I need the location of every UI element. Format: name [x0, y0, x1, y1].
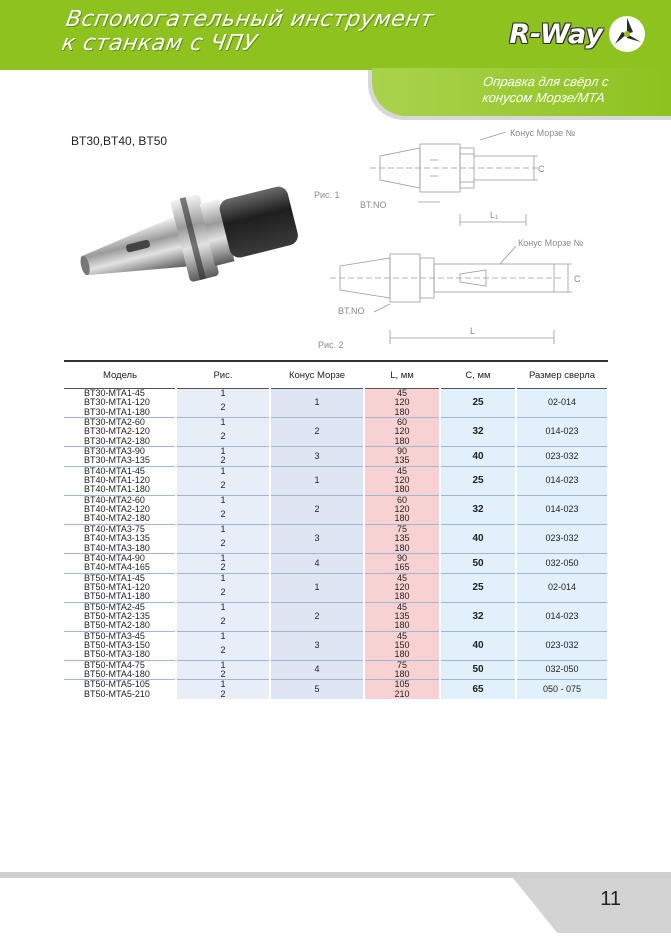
- model-cell: BT50-MTA1-120: [64, 583, 176, 592]
- fig-cell: 2: [176, 641, 270, 660]
- drill-size-cell: 014-023: [516, 495, 608, 524]
- model-cell: BT50-MTA5-105: [64, 680, 176, 690]
- length-cell: 120: [364, 427, 440, 436]
- drill-size-cell: 023-032: [516, 631, 608, 660]
- c-cell: 25: [440, 389, 516, 418]
- length-cell: 60: [364, 418, 440, 428]
- fig-cell: 2: [176, 583, 270, 602]
- drill-size-cell: 02-014: [516, 573, 608, 602]
- length-cell: 45: [364, 466, 440, 476]
- fig-cell: 2: [176, 398, 270, 417]
- model-cell: BT40-MTA1-120: [64, 476, 176, 485]
- model-cell: BT50-MTA3-180: [64, 650, 176, 660]
- length-cell: 105: [364, 680, 440, 690]
- morse-cell: 1: [270, 389, 364, 418]
- fig-cell: 2: [176, 534, 270, 553]
- bt-label-1: BT.NO: [360, 200, 387, 210]
- fig-cell: 1: [176, 466, 270, 476]
- bt-label-2: BT.NO: [338, 306, 365, 316]
- drill-size-cell: 02-014: [516, 389, 608, 418]
- drill-size-cell: 023-032: [516, 524, 608, 553]
- model-cell: BT30-MTA2-60: [64, 418, 176, 428]
- fig-cell: 1: [176, 680, 270, 690]
- model-cell: BT30-MTA3-135: [64, 456, 176, 466]
- model-cell: BT30-MTA1-45: [64, 389, 176, 399]
- model-cell: BT50-MTA1-45: [64, 573, 176, 583]
- subtitle: [479, 74, 609, 106]
- fig-cell: 2: [176, 690, 270, 699]
- subtitle-line1: Оправка для свёрл с: [481, 74, 610, 89]
- length-cell: 180: [364, 544, 440, 554]
- fig-cell: 1: [176, 573, 270, 583]
- length-cell: 90: [364, 447, 440, 457]
- length-cell: 75: [364, 660, 440, 670]
- subtitle-tab: [372, 68, 671, 116]
- shuriken-icon: [607, 14, 647, 54]
- length-cell: 120: [364, 398, 440, 407]
- fig-cell: 1: [176, 524, 270, 534]
- morse-cell: 3: [270, 631, 364, 660]
- model-cell: BT30-MTA1-120: [64, 398, 176, 407]
- model-cell: BT40-MTA2-180: [64, 514, 176, 524]
- length-cell: 45: [364, 631, 440, 641]
- morse-cell: 5: [270, 680, 364, 699]
- length-cell: 180: [364, 650, 440, 660]
- model-cell: BT50-MTA3-45: [64, 631, 176, 641]
- table-body: [64, 389, 608, 700]
- spec-table-wrap: [64, 360, 608, 699]
- drill-size-cell: 014-023: [516, 602, 608, 631]
- model-cell: BT40-MTA1-45: [64, 466, 176, 476]
- model-cell: BT40-MTA3-180: [64, 544, 176, 554]
- spec-table: [64, 360, 609, 699]
- c-cell: 25: [440, 466, 516, 495]
- length-cell: 90: [364, 553, 440, 563]
- l-label: L: [470, 326, 476, 336]
- length-cell: 165: [364, 563, 440, 573]
- model-cell: BT40-MTA1-180: [64, 485, 176, 495]
- model-cell: BT40-MTA3-135: [64, 534, 176, 543]
- c-cell: 50: [440, 553, 516, 573]
- fig-cell: 1: [176, 495, 270, 505]
- morse-cell: 1: [270, 466, 364, 495]
- morse-cell: 2: [270, 418, 364, 447]
- length-cell: 180: [364, 437, 440, 447]
- length-cell: 180: [364, 514, 440, 524]
- c-cell: 40: [440, 524, 516, 553]
- morse-cell: 2: [270, 602, 364, 631]
- tool-holder-photo: [62, 160, 312, 320]
- morse-cell: 2: [270, 495, 364, 524]
- length-cell: 180: [364, 592, 440, 602]
- length-cell: 135: [364, 612, 440, 621]
- drill-size-cell: 050 - 075: [516, 680, 608, 699]
- c-cell: 25: [440, 573, 516, 602]
- model-cell: BT50-MTA5-210: [64, 690, 176, 699]
- length-cell: 135: [364, 534, 440, 543]
- fig-cell: 1: [176, 447, 270, 457]
- brand-logo: [509, 12, 647, 56]
- fig-cell: 2: [176, 476, 270, 495]
- model-cell: BT40-MTA4-90: [64, 553, 176, 563]
- drill-size-cell: 032-050: [516, 660, 608, 680]
- length-cell: 180: [364, 485, 440, 495]
- col-header-model: Модель: [64, 361, 176, 389]
- subtitle-line2: конусом Морзе/МТА: [481, 90, 606, 105]
- model-cell: BT50-MTA2-135: [64, 612, 176, 621]
- length-cell: 75: [364, 524, 440, 534]
- fig-cell: 1: [176, 389, 270, 399]
- c-cell: 40: [440, 447, 516, 467]
- fig-cell: 2: [176, 505, 270, 524]
- model-cell: BT30-MTA2-180: [64, 437, 176, 447]
- header-title-line1: Вспомогательный инструмент: [64, 7, 436, 32]
- c-label-2: C: [574, 274, 581, 284]
- c-cell: 40: [440, 631, 516, 660]
- fig-cell: 1: [176, 602, 270, 612]
- drill-size-cell: 014-023: [516, 466, 608, 495]
- morse-cell: 3: [270, 447, 364, 467]
- morse-cell: 4: [270, 660, 364, 680]
- fig-cell: 1: [176, 553, 270, 563]
- morse-label-2: Конус Морзе №: [518, 238, 584, 248]
- fig-cell: 1: [176, 418, 270, 428]
- morse-cell: 4: [270, 553, 364, 573]
- fig2-label: Рис. 2: [318, 340, 344, 350]
- header-title: [60, 8, 436, 56]
- c-cell: 65: [440, 680, 516, 699]
- brand-name: R-Way: [509, 18, 603, 50]
- page-number: 11: [600, 888, 621, 910]
- model-cell: BT50-MTA4-180: [64, 670, 176, 680]
- page-number-tab: [513, 878, 671, 933]
- model-cell: BT40-MTA3-75: [64, 524, 176, 534]
- table-header-row: [64, 361, 608, 389]
- length-cell: 120: [364, 583, 440, 592]
- length-cell: 180: [364, 670, 440, 680]
- fig-cell: 2: [176, 612, 270, 631]
- c-cell: 32: [440, 602, 516, 631]
- morse-label-1: Конус Морзе №: [510, 128, 576, 138]
- c-cell: 50: [440, 660, 516, 680]
- fig-cell: 2: [176, 670, 270, 680]
- model-cell: BT30-MTA3-90: [64, 447, 176, 457]
- length-cell: 45: [364, 389, 440, 399]
- length-cell: 180: [364, 408, 440, 418]
- drill-size-cell: 014-023: [516, 418, 608, 447]
- model-cell: BT40-MTA2-60: [64, 495, 176, 505]
- c-cell: 32: [440, 418, 516, 447]
- model-cell: BT30-MTA2-120: [64, 427, 176, 436]
- model-cell: BT50-MTA2-180: [64, 621, 176, 631]
- fig1-label: Рис. 1: [314, 190, 340, 200]
- drill-size-cell: 032-050: [516, 553, 608, 573]
- col-header-fig: Рис.: [176, 361, 270, 389]
- models-label: BT30,BT40, BT50: [71, 134, 168, 148]
- l1-label: L₁: [490, 210, 499, 220]
- c-label-1: C: [538, 164, 545, 174]
- drill-size-cell: 023-032: [516, 447, 608, 467]
- length-cell: 135: [364, 456, 440, 466]
- model-cell: BT50-MTA4-75: [64, 660, 176, 670]
- model-cell: BT30-MTA1-180: [64, 408, 176, 418]
- fig-cell: 1: [176, 631, 270, 641]
- model-cell: BT50-MTA3-150: [64, 641, 176, 650]
- length-cell: 120: [364, 505, 440, 514]
- footer-bar: [0, 872, 671, 878]
- header-bar: [0, 0, 671, 70]
- length-cell: 120: [364, 476, 440, 485]
- morse-cell: 3: [270, 524, 364, 553]
- model-cell: BT50-MTA2-45: [64, 602, 176, 612]
- col-header-drill: Размер сверла: [516, 361, 608, 389]
- c-cell: 32: [440, 495, 516, 524]
- length-cell: 45: [364, 602, 440, 612]
- model-cell: BT40-MTA2-120: [64, 505, 176, 514]
- fig-cell: 2: [176, 456, 270, 466]
- model-cell: BT40-MTA4-165: [64, 563, 176, 573]
- length-cell: 45: [364, 573, 440, 583]
- morse-cell: 1: [270, 573, 364, 602]
- col-header-c: С, мм: [440, 361, 516, 389]
- length-cell: 180: [364, 621, 440, 631]
- length-cell: 210: [364, 690, 440, 699]
- fig-cell: 1: [176, 660, 270, 670]
- fig-cell: 2: [176, 563, 270, 573]
- model-cell: BT50-MTA1-180: [64, 592, 176, 602]
- technical-drawing: [310, 118, 610, 356]
- col-header-morse: Конус Морзе: [270, 361, 364, 389]
- length-cell: 60: [364, 495, 440, 505]
- header-title-line2: к станкам с ЧПУ: [59, 31, 260, 56]
- col-header-length: L, мм: [364, 361, 440, 389]
- fig-cell: 2: [176, 427, 270, 446]
- length-cell: 150: [364, 641, 440, 650]
